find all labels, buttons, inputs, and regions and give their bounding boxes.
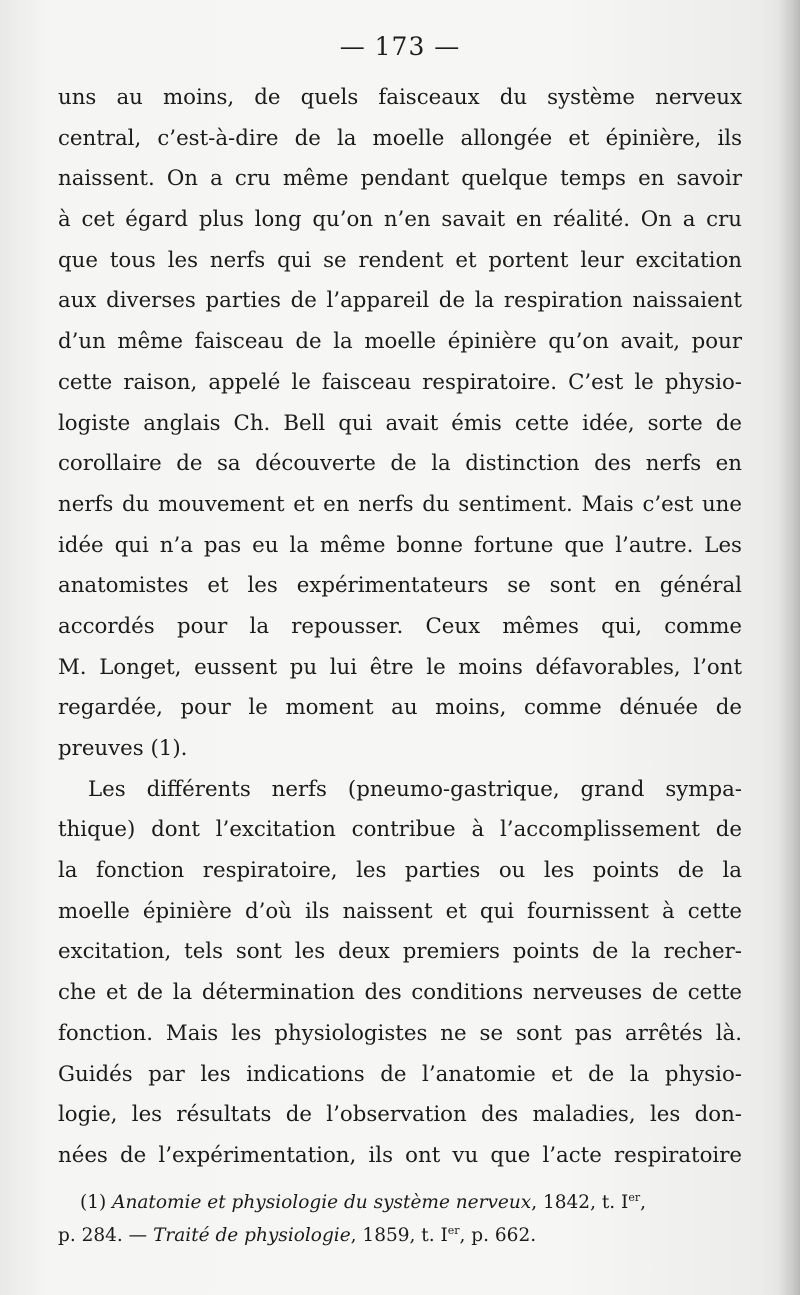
text-line: corollaire de sa découverte de la distinction des nerfs en: [58, 451, 742, 477]
body-text: [58, 78, 742, 1177]
text-line: preuves (1).: [58, 736, 188, 761]
page-number: — 173 —: [339, 32, 461, 61]
text-line: idée qui n’a pas eu la même bonne fortune que l’autre. Les: [58, 532, 742, 558]
footnote-superscript: er: [447, 1223, 460, 1237]
text-line: excitation, tels sont les deux premiers points de la recher-: [58, 939, 742, 965]
text-line: d’un même faisceau de la moelle épinière qu’on avait, pour: [58, 329, 742, 355]
text-line: naissent. On a cru même pendant quelque temps en savoir: [58, 166, 742, 192]
text-line: M. Longet, eussent pu lui être le moins défavorables, l’ont: [58, 654, 742, 680]
text-line: accordés pour la repousser. Ceux mêmes qui, comme: [58, 613, 742, 639]
text-line: Les différents nerfs (pneumo-gastrique, grand sympa-: [88, 776, 742, 802]
text-line: fonction. Mais les physiologistes ne se sont pas arrêtés là.: [58, 1020, 742, 1046]
text-line: aux diverses parties de l’appareil de la respiration naissaient: [58, 288, 742, 314]
text-line: che et de la détermination des conditions nerveuses de cette: [58, 980, 742, 1006]
footnote-line: [58, 1186, 742, 1219]
text-line: anatomistes et les expérimentateurs se sont en général: [58, 573, 742, 599]
footnote-superscript: er: [628, 1190, 641, 1204]
text-line: moelle épinière d’où ils naissent et qui fournissent à cette: [58, 898, 742, 924]
text-line: regardée, pour le moment au moins, comme dénuée de: [58, 695, 742, 721]
footnote: [58, 1186, 742, 1252]
footnote-title: Anatomie et physiologie du système nerveux: [112, 1192, 532, 1213]
page-edge-shadow: [778, 0, 800, 1295]
text-line: cette raison, appelé le faisceau respiratoire. C’est le physio-: [58, 369, 742, 395]
footnote-end: , p. 662.: [459, 1225, 537, 1246]
text-line: central, c’est-à-dire de la moelle allongée et épinière, ils: [58, 125, 742, 151]
footnote-page: p. 284. —: [58, 1225, 154, 1246]
text-line: Guidés par les indications de l’anatomie et de la physio-: [58, 1061, 742, 1087]
footnote-title: Traité de physiologie: [153, 1225, 351, 1246]
text-line: à cet égard plus long qu’on n’en savait en réalité. On a cru: [58, 207, 742, 233]
text-line: nerfs du mouvement et en nerfs du sentiment. Mais c’est une: [58, 491, 742, 517]
text-line: que tous les nerfs qui se rendent et portent leur excitation: [58, 247, 742, 273]
footnote-line: [58, 1219, 742, 1252]
text-line: nées de l’expérimentation, ils ont vu que l’acte respiratoire: [58, 1142, 742, 1168]
footnote-comma: ,: [640, 1192, 647, 1213]
footnote-detail: , 1859, t. I: [350, 1225, 448, 1246]
text-line: logiste anglais Ch. Bell qui avait émis cette idée, sorte de: [58, 410, 742, 436]
text-line: thique) dont l’excitation contribue à l’accomplissement de: [58, 817, 742, 843]
text-line: logie, les résultats de l’observation des maladies, les don-: [58, 1102, 742, 1128]
footnote-marker: (1): [80, 1192, 107, 1213]
text-line: uns au moins, de quels faisceaux du système nerveux: [58, 85, 742, 110]
text-line: la fonction respiratoire, les parties ou les points de la: [58, 858, 742, 884]
footnote-detail: , 1842, t. I: [531, 1192, 629, 1213]
